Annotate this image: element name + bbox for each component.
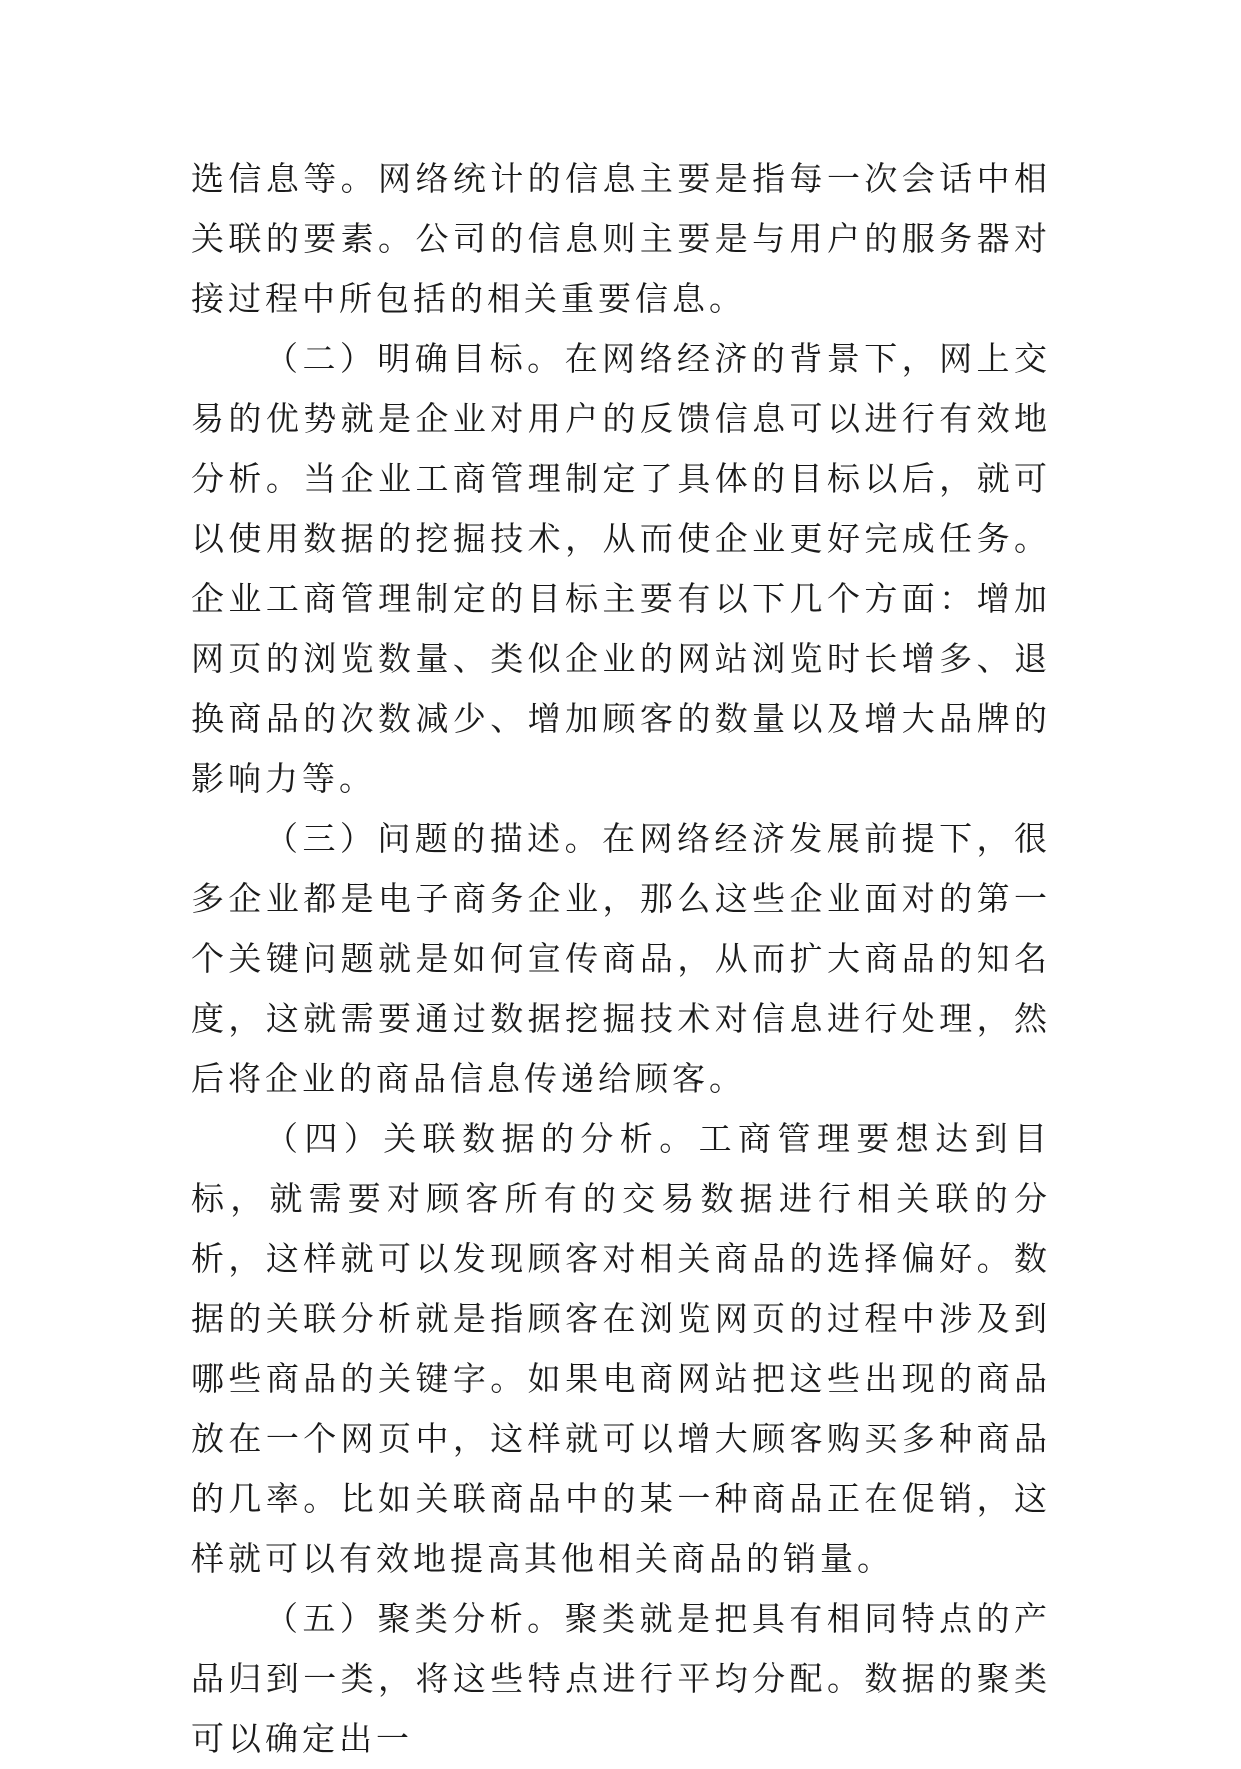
paragraph-association-analysis: （四）关联数据的分析。工商管理要想达到目标，就需要对顾客所有的交易数据进行相关联的分析，这样就可以发现顾客对相关商品的选择偏好。数据的关联分析就是指顾客在浏览网页的过程中涉及到哪些商品的关键字。如果电商网站把这些出现的商品放在一个网页中，这样就可以增大顾客购买多种商品的几率。比如关联商品中的某一种商品正在促销，这样就可以有效地提高其他相关商品的销量。 [191,1119,1051,1578]
paragraph-cluster-analysis: （五）聚类分析。聚类就是把具有相同特点的产品归到一类，将这些特点进行平均分配。数据的聚类可以确定出一 [191,1599,1051,1758]
body-text [191,149,1051,1769]
paragraph-continuation: 选信息等。网络统计的信息主要是指每一次会话中相关联的要素。公司的信息则主要是与用户的服务器对接过程中所包括的相关重要信息。 [191,159,1051,318]
paragraph-clear-goals: （二）明确目标。在网络经济的背景下，网上交易的优势就是企业对用户的反馈信息可以进行有效地分析。当企业工商管理制定了具体的目标以后，就可以使用数据的挖掘技术，从而使企业更好完成任务。企业工商管理制定的目标主要有以下几个方面：增加网页的浏览数量、类似企业的网站浏览时长增多、退换商品的次数减少、增加顾客的数量以及增大品牌的影响力等。 [191,339,1051,798]
paragraph-problem-description: （三）问题的描述。在网络经济发展前提下，很多企业都是电子商务企业，那么这些企业面对的第一个关键问题就是如何宣传商品，从而扩大商品的知名度，这就需要通过数据挖掘技术对信息进行处理，然后将企业的商品信息传递给顾客。 [191,819,1051,1098]
